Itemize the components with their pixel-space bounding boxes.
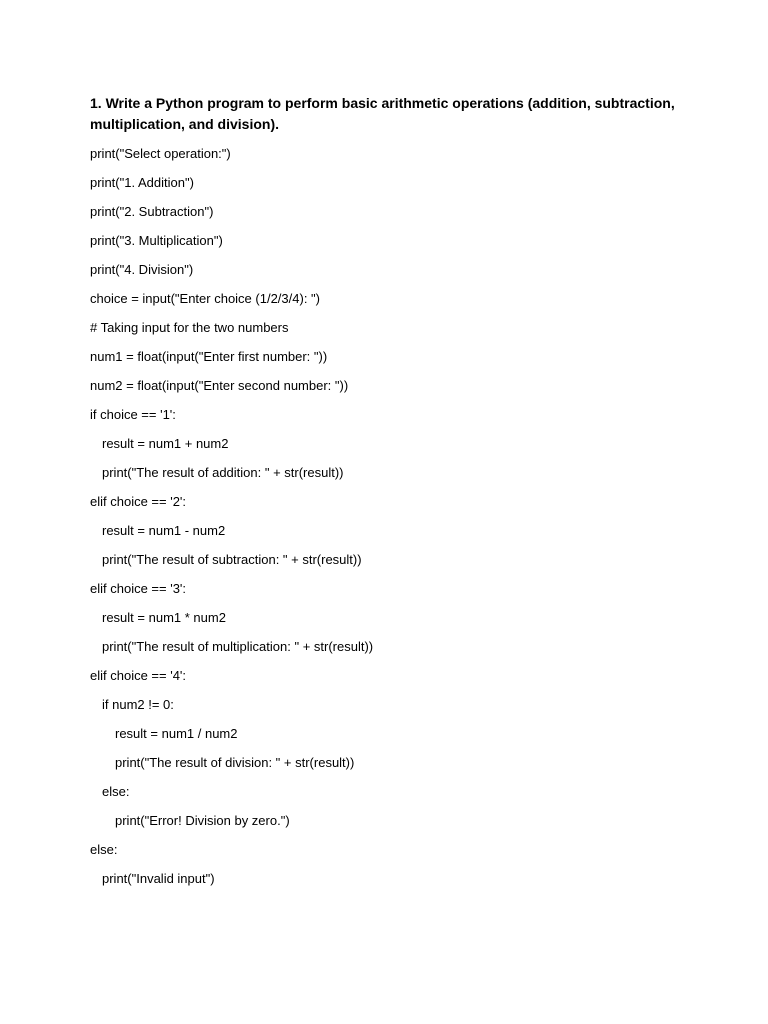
code-line: elif choice == '4': xyxy=(90,668,187,683)
code-line: print("The result of division: " + str(result)) xyxy=(115,755,355,770)
code-line: print("2. Subtraction") xyxy=(90,204,214,219)
code-line: print("Error! Division by zero.") xyxy=(115,813,290,828)
code-line: result = num1 - num2 xyxy=(102,523,226,538)
code-line: print("The result of addition: " + str(result)) xyxy=(102,465,344,480)
code-line: result = num1 / num2 xyxy=(115,726,238,741)
code-line: else: xyxy=(90,842,118,857)
code-line: else: xyxy=(102,784,130,799)
code-line: print("1. Addition") xyxy=(90,175,194,190)
code-line: print("3. Multiplication") xyxy=(90,233,223,248)
code-line: print("Invalid input") xyxy=(102,871,215,886)
code-line: num1 = float(input("Enter first number: ")) xyxy=(90,349,328,364)
code-line: print("The result of multiplication: " + str(result)) xyxy=(102,639,374,654)
code-line: if num2 != 0: xyxy=(102,697,174,712)
question-heading: 1. Write a Python program to perform basic arithmetic operations (addition, subtraction, multiplication, and division). xyxy=(90,95,675,132)
code-line: # Taking input for the two numbers xyxy=(90,320,289,335)
code-line: if choice == '1': xyxy=(90,407,176,422)
code-line: print("4. Division") xyxy=(90,262,194,277)
code-line: print("The result of subtraction: " + str(result)) xyxy=(102,552,362,567)
code-line: elif choice == '3': xyxy=(90,581,187,596)
code-listing xyxy=(90,146,373,900)
code-line: num2 = float(input("Enter second number: ")) xyxy=(90,378,349,393)
code-line: choice = input("Enter choice (1/2/3/4): ") xyxy=(90,291,320,306)
code-line: print("Select operation:") xyxy=(90,146,231,161)
code-line: result = num1 * num2 xyxy=(102,610,226,625)
code-line: elif choice == '2': xyxy=(90,494,187,509)
code-line: result = num1 + num2 xyxy=(102,436,229,451)
